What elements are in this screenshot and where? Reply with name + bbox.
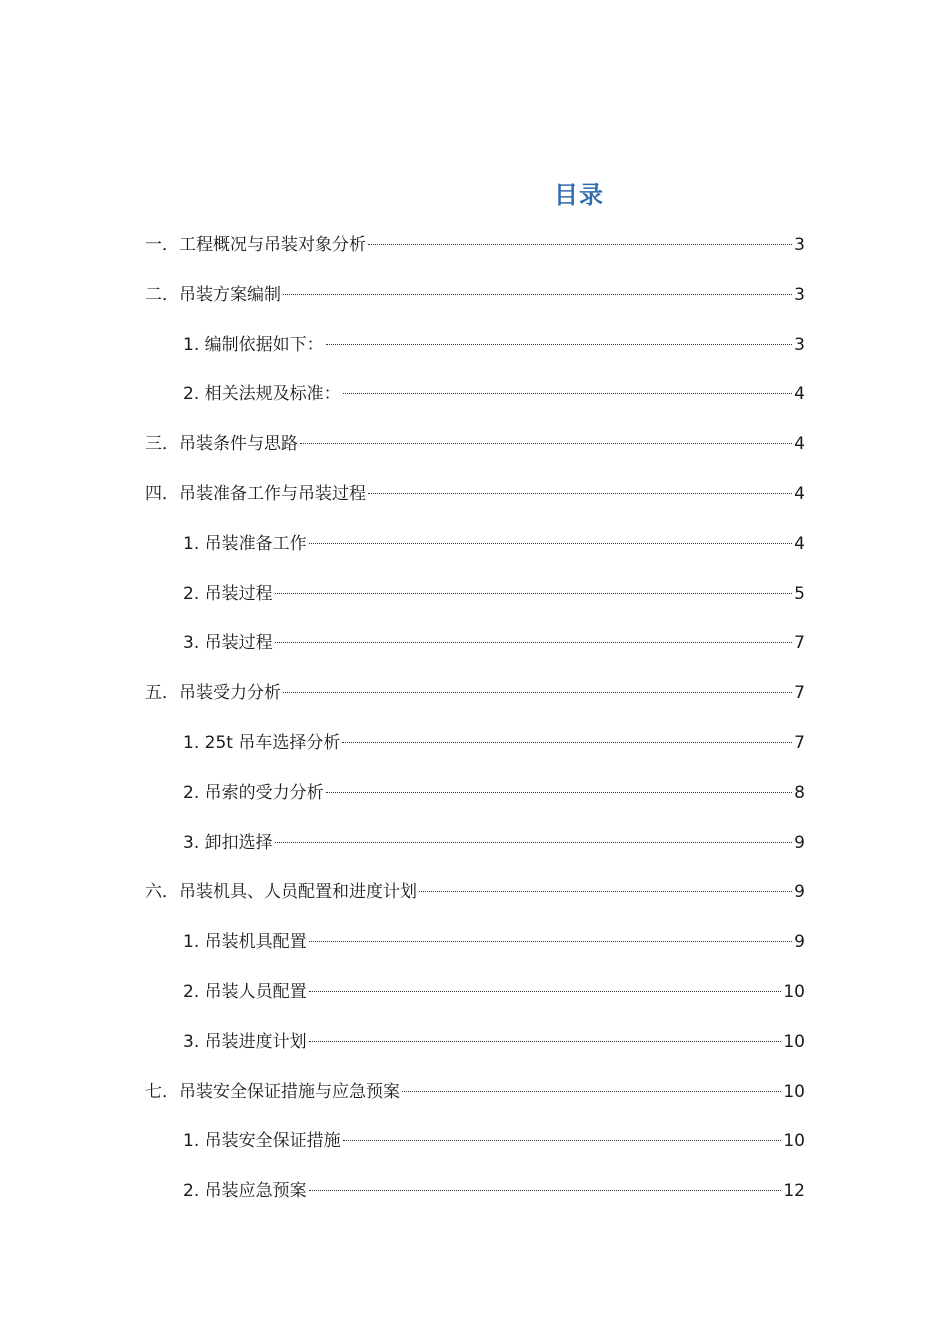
toc-page-number: 10: [783, 1131, 805, 1151]
toc-page-number: 7: [794, 633, 805, 653]
toc-dot-leader: [368, 493, 792, 494]
toc-dot-leader: [342, 742, 792, 743]
toc-dot-leader: [402, 1091, 781, 1092]
toc-dot-leader: [275, 593, 793, 594]
toc-dot-leader: [309, 941, 793, 942]
toc-page-number: 10: [783, 982, 805, 1002]
toc-page-number: 4: [794, 534, 805, 554]
toc-dot-leader: [309, 991, 782, 992]
toc-dot-leader: [275, 842, 793, 843]
toc-entry-text: 2. 吊装应急预案: [183, 1181, 307, 1201]
toc-entry[interactable]: [183, 580, 805, 608]
toc-entry[interactable]: [145, 430, 805, 458]
toc-entry[interactable]: [145, 878, 805, 906]
toc-entry-text: 3. 吊装过程: [183, 633, 273, 653]
toc-entry-text: 2. 相关法规及标准：: [183, 384, 341, 404]
toc-entry[interactable]: [145, 231, 805, 259]
toc-entry-text: 六．吊装机具、人员配置和进度计划: [145, 882, 417, 902]
toc-page-number: 9: [794, 882, 805, 902]
toc-page-number: 9: [794, 932, 805, 952]
toc-dot-leader: [309, 1190, 782, 1191]
toc-page-number: 3: [794, 335, 805, 355]
toc-entry[interactable]: [183, 1177, 805, 1205]
toc-dot-leader: [343, 1140, 782, 1141]
toc-entry[interactable]: [183, 1127, 805, 1155]
toc-entry-text: 2. 吊索的受力分析: [183, 783, 324, 803]
toc-entry-text: 1. 吊装安全保证措施: [183, 1131, 341, 1151]
toc-entry-text: 2. 吊装过程: [183, 584, 273, 604]
toc-dot-leader: [300, 443, 792, 444]
toc-entry-text: 一．工程概况与吊装对象分析: [145, 235, 366, 255]
toc-page-number: 7: [794, 733, 805, 753]
toc-entry-text: 2. 吊装人员配置: [183, 982, 307, 1002]
toc-entry-text: 3. 卸扣选择: [183, 833, 273, 853]
toc-page-number: 10: [783, 1032, 805, 1052]
toc-page-number: 5: [794, 584, 805, 604]
toc-dot-leader: [368, 244, 792, 245]
toc-entry[interactable]: [183, 380, 805, 408]
toc-page-number: 10: [783, 1082, 805, 1102]
toc-page-number: 9: [794, 833, 805, 853]
toc-dot-leader: [309, 1041, 782, 1042]
toc-dot-leader: [283, 692, 792, 693]
toc-page-number: 8: [794, 783, 805, 803]
toc-dot-leader: [326, 344, 793, 345]
toc-entry-text: 三．吊装条件与思路: [145, 434, 298, 454]
toc-page-number: 4: [794, 384, 805, 404]
toc-page-number: 4: [794, 434, 805, 454]
toc-page-number: 4: [794, 484, 805, 504]
toc-entry[interactable]: [183, 928, 805, 956]
toc-entry[interactable]: [183, 629, 805, 657]
toc-dot-leader: [283, 294, 792, 295]
toc-dot-leader: [343, 393, 793, 394]
toc-dot-leader: [309, 543, 793, 544]
toc-entry-text: 五．吊装受力分析: [145, 683, 281, 703]
toc-entry-text: 1. 吊装机具配置: [183, 932, 307, 952]
toc-entry-text: 四．吊装准备工作与吊装过程: [145, 484, 366, 504]
toc-entry-text: 1. 25t 吊车选择分析: [183, 733, 341, 753]
toc-page-number: 3: [794, 285, 805, 305]
toc-dot-leader: [419, 891, 792, 892]
toc-entry[interactable]: [183, 729, 805, 757]
toc-entry-text: 七．吊装安全保证措施与应急预案: [145, 1082, 400, 1102]
toc-page-number: 12: [783, 1181, 805, 1201]
toc-entry[interactable]: [145, 480, 805, 508]
toc-page-number: 7: [794, 683, 805, 703]
toc-entry[interactable]: [183, 978, 805, 1006]
toc-dot-leader: [326, 792, 793, 793]
toc-entry[interactable]: [183, 331, 805, 359]
toc-entry[interactable]: [183, 1028, 805, 1056]
toc-entry-text: 二．吊装方案编制: [145, 285, 281, 305]
toc-entry-text: 3. 吊装进度计划: [183, 1032, 307, 1052]
toc-entry[interactable]: [183, 779, 805, 807]
toc-entry-text: 1. 编制依据如下：: [183, 335, 324, 355]
toc-entry[interactable]: [145, 281, 805, 309]
toc-entry[interactable]: [183, 530, 805, 558]
toc-title: 目录: [554, 181, 604, 209]
toc-entry[interactable]: [145, 1078, 805, 1106]
toc-entry-text: 1. 吊装准备工作: [183, 534, 307, 554]
toc-entry[interactable]: [145, 679, 805, 707]
toc-dot-leader: [275, 642, 793, 643]
toc-page-number: 3: [794, 235, 805, 255]
toc-entry[interactable]: [183, 829, 805, 857]
